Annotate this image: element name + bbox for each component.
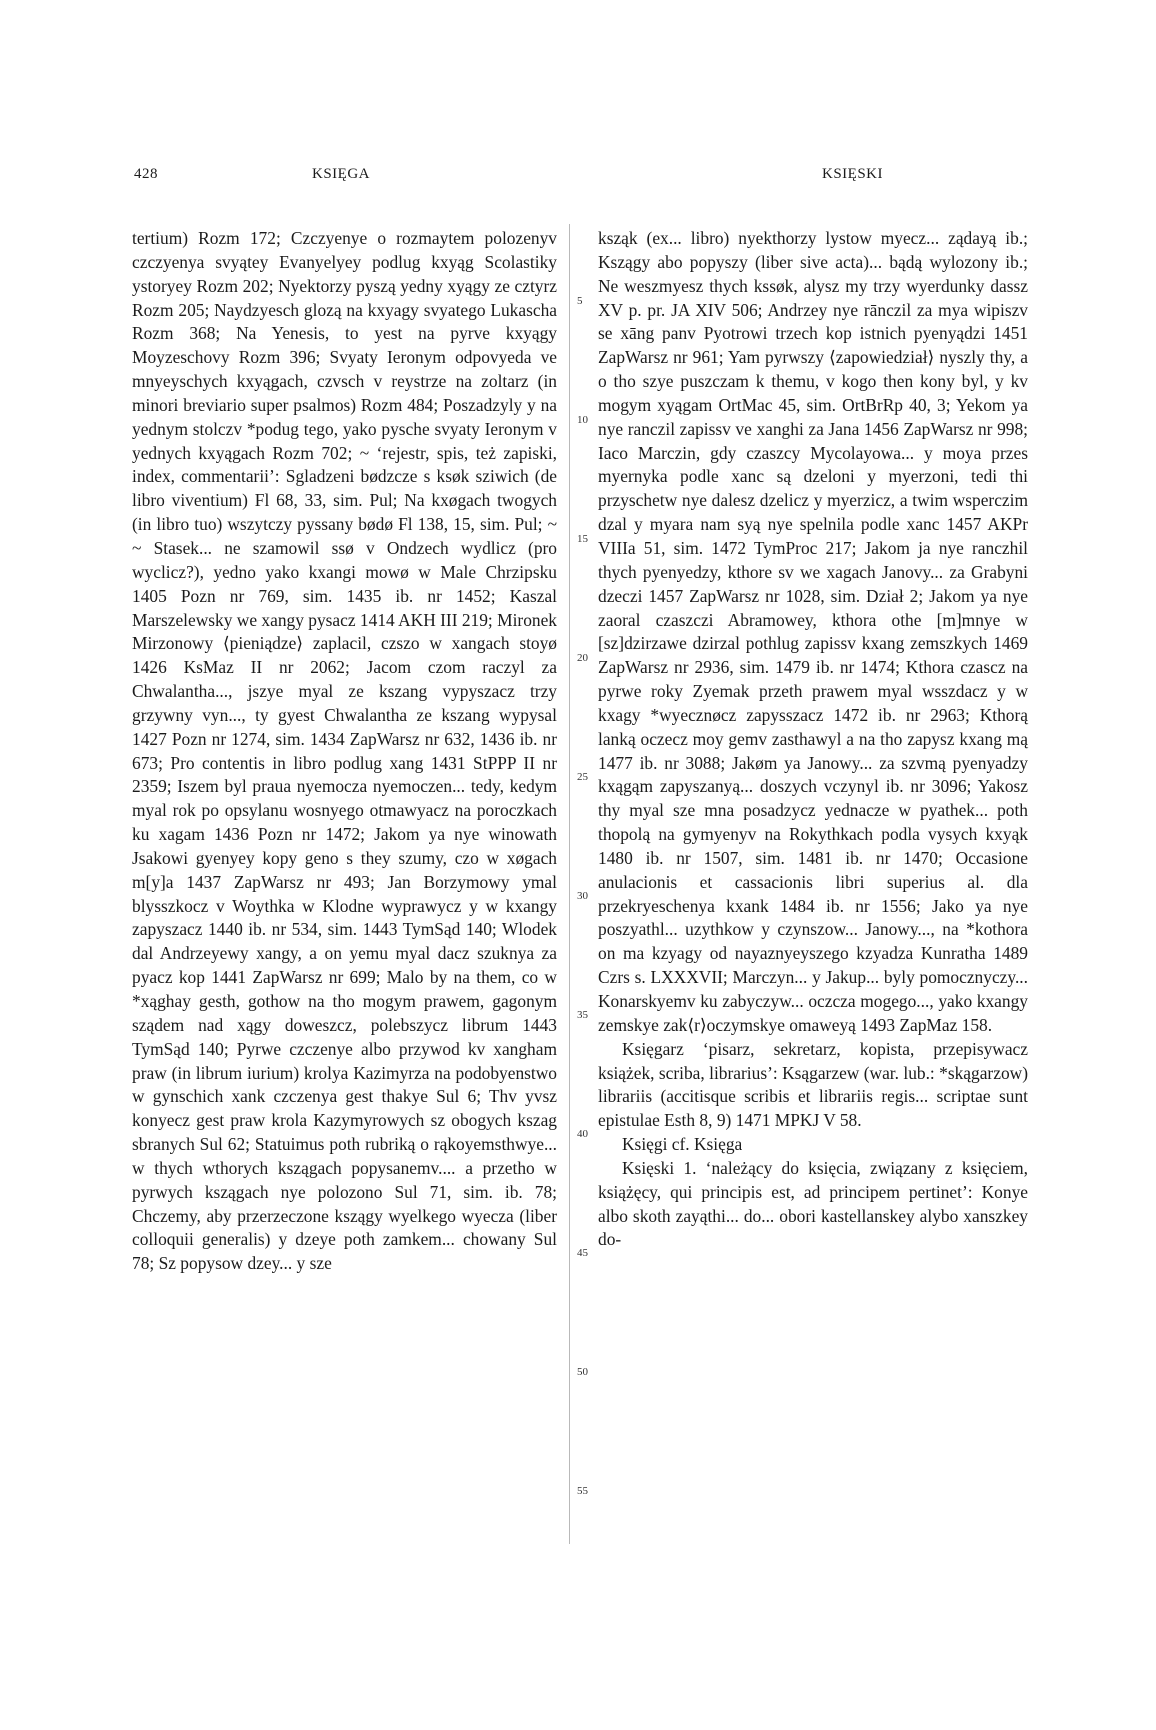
line-number-5: 5 [577,295,583,307]
line-number-20: 20 [577,652,588,664]
left-column [132,227,557,1276]
line-number-25: 25 [577,771,588,783]
line-number-10: 10 [577,414,588,426]
line-number-30: 30 [577,890,588,902]
line-number-50: 50 [577,1366,588,1378]
line-number-15: 15 [577,533,588,545]
right-column [598,227,1028,1252]
entry-ksiegarz: Księgarz ‘pisarz, sekretarz, kopista, przepisywacz książek, scriba, librarius’: Ksągarzew (war. lub.: *skągarzow) librariis (accitisque scribis et librariis regis... scriptae sunt epistulae Esth 8, 9) 1471 MPKJ V 58. [598,1038,1028,1131]
left-column-text: tertium) Rozm 172; Czczyenye o rozmaytem polozenyv czczyenya svyątey Evanyelyey podlug kxyąg Scolastiky ystoryey Rozm 202; Nyektorzy pyszą yedny xyągy ze cztyrz Rozm 205; Naydzyesch glozą na kxyagy svyatego Lukascha Rozm 368; Na Yenesis, to yest na pyrve kxyągy Moyzeschovy Rozm 396; Svyaty Ieronym odpovyeda ve mnyeyschych kxyągach, czvsch v reystrze na zoltarz (in minori breviario super psalmos) Rozm 484; Poszadzyly y na yednym stolczv *podug tego, yako pysche svyaty Ieronym v yednych kxyągach Rozm 702; ~ ‘rejestr, spis, też zapiski, index, commentarii’: Sgladzeni bødzcze s ksøk sziwich (de libro viventium) Fl 68, 33, sim. Pul; Na kxøgach twogych (in libro tuo) wszytczy pyssany bødø Fl 138, 15, sim. Pul; ~ ~ Stasek... ne szamowil ssø v Ondzech wydlicz (pro wyclicz?), yedno yako kxangi mowø w Male Chrzipsku 1405 Pozn nr 769, sim. 1435 ib. nr 1452; Kaszal Marszelewsky we xangy pysacz 1414 AKH III 219; Mironek Mirzonowy ⟨pieniądze⟩ zaplacil, czszo w xangach stoyø 1426 KsMaz II nr 2062; Jacom czom raczyl za Chwalantha..., jszye myal ze kszang vypyszacz trzy grzywny vyn..., ty gyest Chwalantha ze kszang wypysal 1427 Pozn nr 1274, sim. 1434 ZapWarsz nr 632, 1436 ib. nr 673; Pro contentis in libro podlug xang 1431 StPPP II nr 2359; Iszem byl praua nyemocza nyemoczen... tedy, kedym myal rok po opsylanu wosnyego otmawyacz na poroczkach ku xagam 1436 Pozn nr 1472; Jakom ya nye winowath Jsakowi gyenyey kopy geno s they szumy, czo w xøgach m[y]a 1437 ZapWarsz nr 493; Jan Borzymowy ymal blysszkocz v Woythka w Klodne wyprawycz y w kxangy zapyszacz 1440 ib. nr 534, sim. 1443 TymSąd 140; Wlodek dal Andrzeyewy xangy, a on yemu myal dacz szuknya za pyacz kop 1441 ZapWarsz nr 699; Malo by na them, co w *xąghay gesth, gothow na tho mogym prawem, gagonym sządem nad xągy doweszcz, polebszycz librum 1443 TymSąd 140; Pyrwe czczenye albo przywod kv xangham praw (in librum iurium) krolya Kazimyrza na podobyenstwo w gynschich xank czczenya gest thakye Sul 6; Thv yvsz konyecz gest praw krola Kazymyrowych sz obogych kszag sbranych Sul 62; Statuimus poth rubriką o rąkoyemsthwye... w thych wthorych kszągach popysanemv.... a przetho w pyrwych kszągach nye polozono Sul 71, sim. ib. 78; Chczemy, aby przerzeczone kszągy wyelkego wyecza (liber colloquii generalis) y dzeye poth zamkem... chowany Sul 78; Sz popysow dzey... y sze [132,228,558,1274]
entry-ksiega-continued: ksząk (ex... libro) nyekthorzy lystow myecz... ządayą ib.; Kszągy abo popyszy (liber sive acta)... bądą wylozony ib.; Ne weszmyesz thych kssøk, alysz my trzy wyerdunky dassz XV p. pr. JA XIV 506; Andrzey nye rānczil za mya wipiszv se xāng panv Pyotrowi trzech kop istnich pyenyądzi 1451 ZapWarsz nr 961; Yam pyrwszy ⟨zapowiedział⟩ nyszly thy, a o tho szye puszczam k themu, v kogo then kony byl, y kv mogym xyągam OrtMac 45, sim. OrtBrRp 40, 3; Yekom ya nye ranczil zapissv ve xanghi za Jana 1456 ZapWarsz nr 998; Iaco Marczin, gdy czaszcy Mycolayowa... y moya przes myernyka podle xanc są dzeloni y myerzoni, tedi thi przyschetw nye dalesz dzelicz y myerzicz, a twim wsperczim dzal y myara nam syą nye spelnila podle xanc 1457 AKPr VIIIa 51, sim. 1472 TymProc 217; Jakom ja nye ranczhil thych pyenyedzy, kthore sv we xagach Janovy... za Grabyni dzeczi 1457 ZapWarsz nr 1028, sim. Dział 2; Jakom ya nye zaoral czaszczi Abramowey, kthora othe [m]mnye w [sz]dzirzawe dzirzal pothlug zapissv kxang zemszkych 1469 ZapWarsz nr 2936, sim. 1479 ib. nr 1474; Kthora czascz na pyrwe roky Zyemak przeth prawem myal wsszdacz y w kxagy *wyecznøcz zapysszacz 1472 ib. nr 2963; Kthorą lanką oczecz moy gemv zasthawyl a na tho zapysz kxang mą 1477 ib. nr 3088; Jakøm ya Janowy... za szvmą pyenyadzy kxągąm zapyszanyą... doszych vczynyl ib. nr 3096; Yakosz thy myal sze mna posadzycz yednacze w pyathek... poth thopolą na gymyenyv na Rokythkach podla vysych kxyąk 1480 ib. nr 1507, sim. 1481 ib. nr 1470; Occasione anulacionis et cassacionis libri superius al. dla przekryeschenya kxank 1484 ib. nr 1556; Jako ya nye poszyathl... uzythkow y czynszow... Janowy..., na *kothora on ma kzyagy od nayaznyeyszego kzyadza Kunratha 1489 Czrs s. LXXXVII; Marczyn... y Jakup... byly pomocznyczy... Konarskyemv ku zabyczyw... oczcza mogego..., yako kxangy zemskye zak⟨r⟩oczymskye omaweyą 1493 ZapMaz 158. [598,228,1028,1035]
line-number-45: 45 [577,1247,588,1259]
right-running-head: KSIĘSKI [822,166,884,182]
line-number-35: 35 [577,1009,588,1021]
entry-ksiegi: Księgi cf. Księga [622,1134,743,1155]
line-number-40: 40 [577,1128,588,1140]
entry-ksieski: Księski 1. ‘należący do księcia, związany z księciem, książęcy, qui principis est, ad principem pertinet’: Konye albo skoth zayąthi... do... obori kastellanskey alybo xanszkey do- [598,1157,1028,1250]
column-divider [569,224,570,1544]
page-number: 428 [134,166,158,182]
left-running-head: KSIĘGA [312,166,370,182]
line-number-55: 55 [577,1485,588,1497]
